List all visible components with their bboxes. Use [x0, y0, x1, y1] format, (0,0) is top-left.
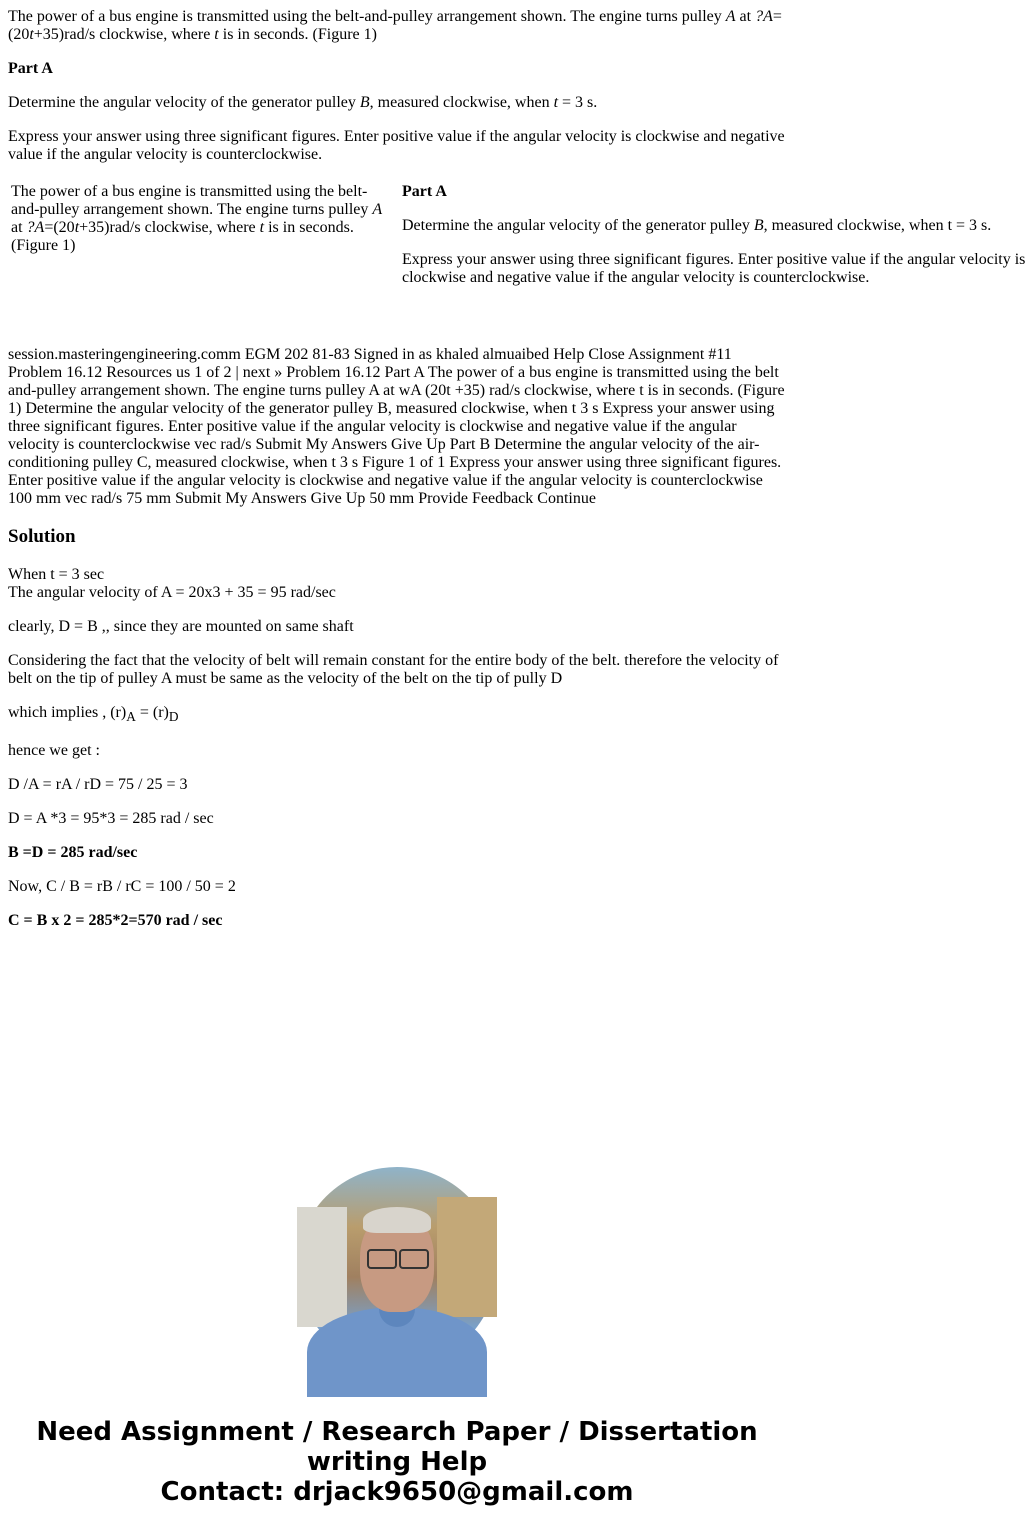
instruction-line: clockwise and negative value if the angular velocity is counterclockwise.: [402, 269, 870, 286]
promo-banner: [0, 1417, 794, 1507]
pulley-a-label: A: [725, 8, 736, 25]
intro-text: +35)rad/s clockwise, where: [33, 26, 215, 43]
solution-line: The angular velocity of A = 20x3 + 35 = 95 rad/sec: [8, 584, 336, 601]
pulley-b-label: B: [753, 217, 764, 234]
t-variable: t: [29, 26, 34, 43]
solution-line: Considering the fact that the velocity of belt will remain constant for the entire body of the belt. therefore the velocity of belt on the tip of pulley A must be same as the velocity of the belt on the tip of pully D: [8, 652, 779, 687]
avatar-hair: [363, 1207, 431, 1233]
question-text: Determine the angular velocity of the generator pulley: [8, 94, 360, 111]
intro-text: is in seconds. (Figure 1): [218, 26, 377, 43]
table-right-cell: [386, 180, 1025, 340]
solution-intro: [8, 566, 786, 602]
table-instructions: [402, 251, 1025, 287]
intro-text: = (20: [8, 8, 782, 43]
t-variable: t: [259, 219, 265, 236]
subscript-d: D: [168, 709, 179, 725]
solution-line: D = A *3 = 95*3 = 285 rad / sec: [8, 810, 214, 828]
intro-text: The power of a bus engine is transmitted using the belt-and-pulley arrangement shown. The engine turns pulley: [8, 8, 726, 25]
avatar-background: [437, 1197, 497, 1317]
result-c: C = B x 2 = 285*2=570 rad / sec: [8, 912, 223, 930]
glasses-icon: [399, 1249, 429, 1269]
table-intro: [11, 183, 383, 255]
question-text: Determine the angular velocity of the generator pulley: [402, 217, 754, 234]
t-variable: t: [214, 26, 219, 43]
t-variable: t: [74, 219, 80, 236]
question-text: = 3 s.: [558, 94, 598, 111]
ocr-text-paragraph: session.masteringengineering.comm EGM 202 81-83 Signed in as khaled almuaibed Help Close Assignment #11 Problem 16.12 Resources us 1 of 2 | next » Problem 16.12 Part A The power of a bus engine is transmitted using the belt and-pulley arrangement shown. The engine turns pulley A at wA (20t +35) rad/s clockwise, where t is in seconds. (Figure 1) Determine the angular velocity of the generator pulley B, measured clockwise, when t 3 s Express your answer using three significant figures. Enter positive value if the angular velocity is clockwise and negative value if the angular velocity is counterclockwise vec rad/s Submit My Answers Give Up Part B Determine the angular velocity of the air-conditioning pulley C, measured clockwise, when t 3 s Figure 1 of 1 Express your answer using three significant figures. Enter positive value if the angular velocity is clockwise and negative value if the angular velocity is counterclockwise 100 mm vec rad/s 75 mm Submit My Answers Give Up 50 mm Provide Feedback Continue: [8, 346, 785, 507]
result-b: B =D = 285 rad/sec: [8, 844, 138, 862]
solution-text: = (r): [135, 704, 169, 721]
solution-line: D /A = rA / rD = 75 / 25 = 3: [8, 776, 188, 794]
part-a-title: Part A: [402, 183, 447, 200]
intro-paragraph: [8, 8, 786, 44]
table-text: +35)rad/s clockwise, where: [79, 219, 260, 236]
table-text: The power of a bus engine is transmitted using the belt-and-pulley arrangement shown. The engine turns pulley: [11, 183, 373, 218]
promo-line: writing Help: [306, 1447, 488, 1478]
solution-heading: Solution: [8, 526, 76, 547]
t-variable: t: [553, 94, 559, 111]
part-a-question: [8, 94, 786, 112]
instruction-line: Express your answer using three significant figures. Enter positive value if the angular velocity is: [402, 251, 1025, 268]
problem-table: [8, 180, 1025, 340]
table-left-cell: [8, 180, 386, 340]
question-text: , measured clockwise, when t = 3 s.: [763, 217, 992, 234]
solution-text: which implies , (r): [8, 704, 127, 721]
solution-result-b: [8, 844, 786, 862]
table-part-a-question: [402, 217, 992, 235]
spacer: [8, 946, 786, 1167]
pulley-b-label: B: [359, 94, 370, 111]
question-text: , measured clockwise, when: [369, 94, 554, 111]
promo-contact: Contact: drjack9650@gmail.com: [160, 1477, 634, 1508]
author-avatar: [297, 1167, 497, 1367]
promo-line: Need Assignment / Research Paper / Dissertation: [36, 1417, 758, 1448]
solution-implies: [8, 704, 786, 726]
solution-line: clearly, D = B ,, since they are mounted on same shaft: [8, 618, 354, 635]
table-text: is in seconds. (Figure 1): [11, 219, 354, 254]
document-page: [0, 8, 1025, 1367]
table-text: =(20: [44, 219, 75, 236]
table-part-a-heading: [402, 183, 802, 201]
glasses-icon: [367, 1249, 397, 1269]
solution-line: hence we get :: [8, 742, 100, 760]
omega-a-label: ?A: [755, 8, 773, 25]
solution-result-c: [8, 912, 786, 930]
subscript-a: A: [126, 709, 136, 725]
avatar-background: [297, 1207, 347, 1327]
intro-text: at: [735, 8, 756, 25]
part-a-heading: [8, 60, 786, 78]
part-a-instructions: Express your answer using three significant figures. Enter positive value if the angular velocity is clockwise and negative value if the angular velocity is counterclockwise.: [8, 128, 785, 163]
omega-a-label: ?A: [26, 219, 45, 236]
part-a-title: Part A: [8, 60, 53, 77]
solution-line: Now, C / B = rB / rC = 100 / 50 = 2: [8, 878, 236, 896]
table-text: at: [11, 219, 27, 236]
solution-line: When t = 3 sec: [8, 566, 105, 583]
pulley-a-label: A: [372, 201, 383, 218]
